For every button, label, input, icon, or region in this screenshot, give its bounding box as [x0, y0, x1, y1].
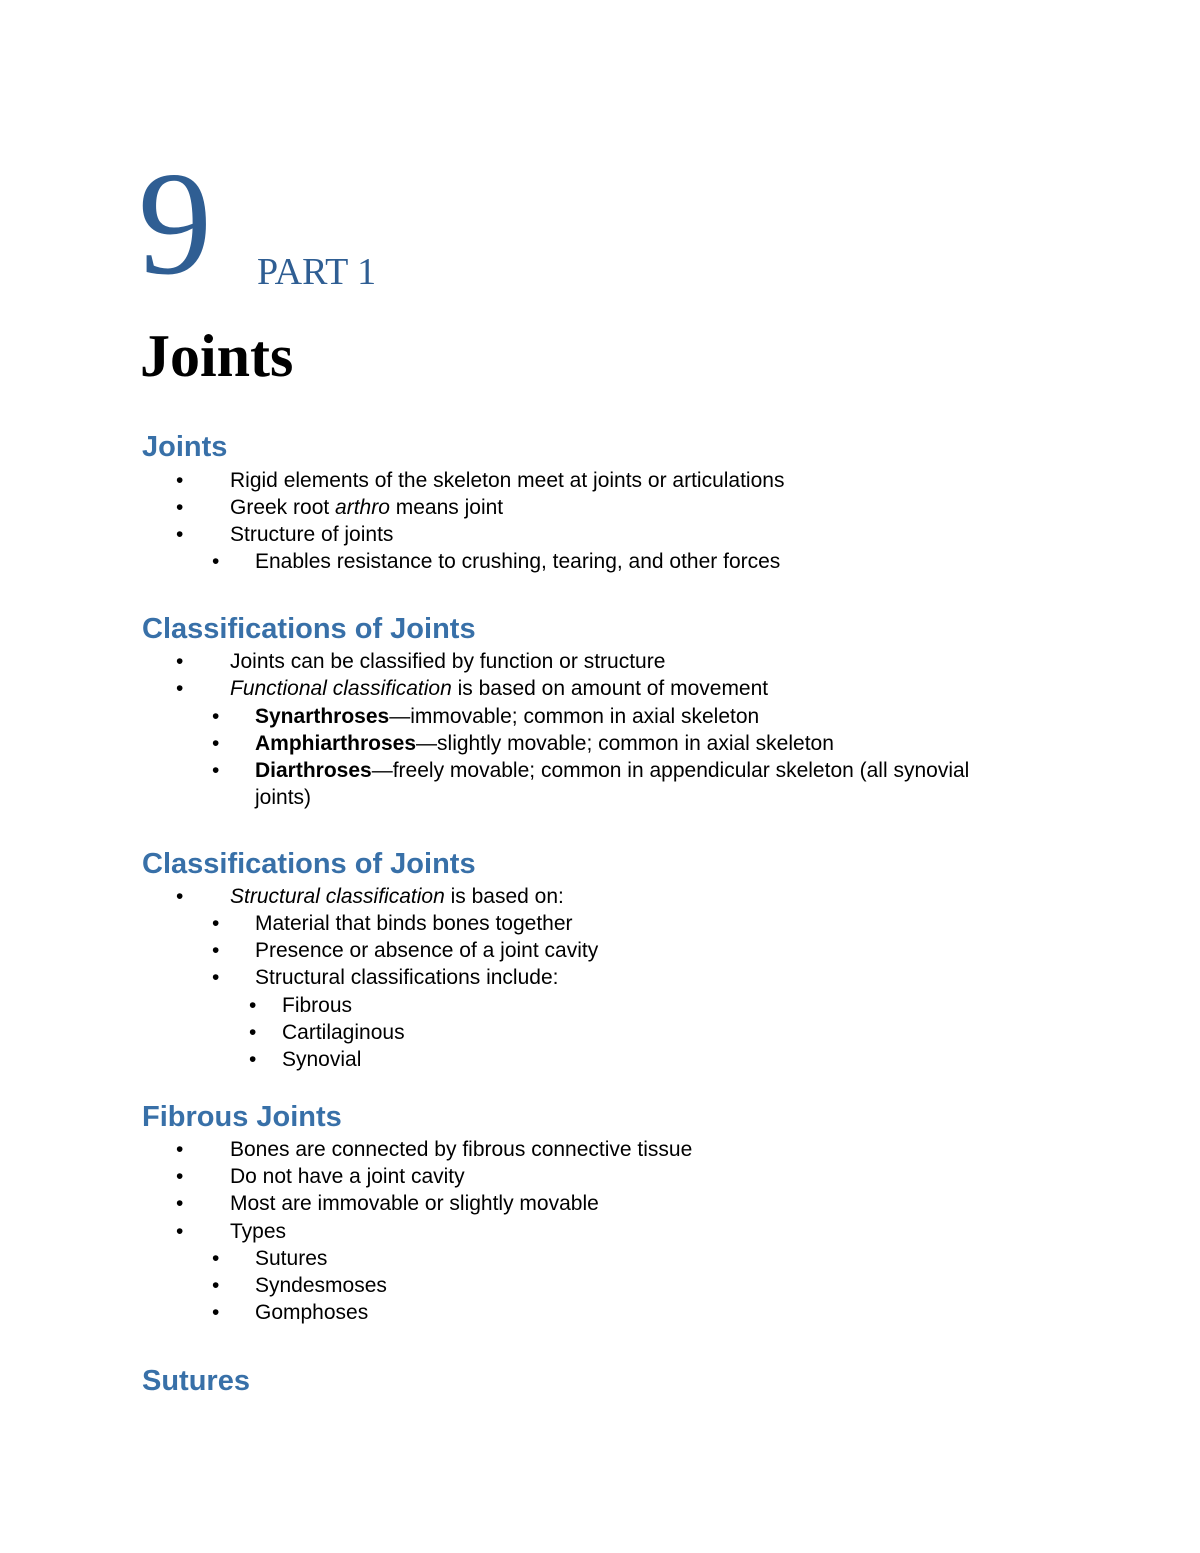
bullet-icon: • — [212, 1301, 220, 1324]
list-item: • Rigid elements of the skeleton meet at joints or articulations — [176, 469, 785, 492]
bullet-icon: • — [176, 885, 184, 908]
list-item: • Fibrous — [249, 994, 353, 1017]
bullet-icon: • — [176, 1192, 184, 1215]
bullet-icon: • — [176, 469, 184, 492]
bullet-icon: • — [249, 994, 257, 1017]
list-item: • Diarthroses—freely movable; common in appendicular skeleton (all synovial — [212, 759, 970, 782]
bullet-icon: • — [249, 1048, 257, 1071]
list-item: • Structural classification is based on: — [176, 885, 564, 908]
section-heading-classifications-function: Classifications of Joints — [142, 613, 476, 645]
section-heading-fibrous: Fibrous Joints — [142, 1101, 342, 1133]
list-item: • Types — [176, 1220, 287, 1243]
bullet-icon: • — [212, 705, 220, 728]
list-item: • Structure of joints — [176, 523, 394, 546]
bullet-icon: • — [212, 759, 220, 782]
list-item: • Synarthroses—immovable; common in axial skeleton — [212, 705, 760, 728]
chapter-title: Joints — [140, 323, 294, 389]
list-item: • Presence or absence of a joint cavity — [212, 939, 599, 962]
list-item: • Amphiarthroses—slightly movable; common in axial skeleton — [212, 732, 834, 755]
chapter-number: 9 — [138, 142, 212, 306]
list-item: • Material that binds bones together — [212, 912, 573, 935]
section-heading-joints: Joints — [142, 431, 228, 463]
bullet-icon: • — [212, 732, 220, 755]
bullet-icon: • — [212, 966, 220, 989]
bullet-icon: • — [176, 650, 184, 673]
list-item: • Do not have a joint cavity — [176, 1165, 465, 1188]
list-item: • Joints can be classified by function or structure — [176, 650, 666, 673]
bullet-icon: • — [212, 550, 220, 573]
list-item: • Sutures — [212, 1247, 328, 1270]
bullet-icon: • — [176, 523, 184, 546]
list-item: • Synovial — [249, 1048, 362, 1071]
bullet-icon: • — [176, 1138, 184, 1161]
list-item: • Cartilaginous — [249, 1021, 405, 1044]
part-label: PART 1 — [257, 251, 377, 293]
bullet-icon: • — [212, 1274, 220, 1297]
list-item: • Bones are connected by fibrous connective tissue — [176, 1138, 693, 1161]
section-heading-sutures: Sutures — [142, 1365, 250, 1397]
list-item: • Enables resistance to crushing, tearing, and other forces — [212, 550, 781, 573]
list-item: • Gomphoses — [212, 1301, 369, 1324]
bullet-icon: • — [176, 496, 184, 519]
list-item: • Greek root arthro means joint — [176, 496, 504, 519]
bullet-icon: • — [212, 1247, 220, 1270]
list-item: • Most are immovable or slightly movable — [176, 1192, 599, 1215]
bullet-icon: • — [176, 677, 184, 700]
list-item: • Structural classifications include: — [212, 966, 559, 989]
bullet-icon: • — [212, 939, 220, 962]
bullet-icon: • — [176, 1165, 184, 1188]
list-item-continuation: joints) — [255, 786, 312, 809]
list-item: • Syndesmoses — [212, 1274, 387, 1297]
bullet-icon: • — [176, 1220, 184, 1243]
section-heading-classifications-structure: Classifications of Joints — [142, 848, 476, 880]
list-item: • Functional classification is based on amount of movement — [176, 677, 769, 700]
bullet-icon: • — [212, 912, 220, 935]
bullet-icon: • — [249, 1021, 257, 1044]
